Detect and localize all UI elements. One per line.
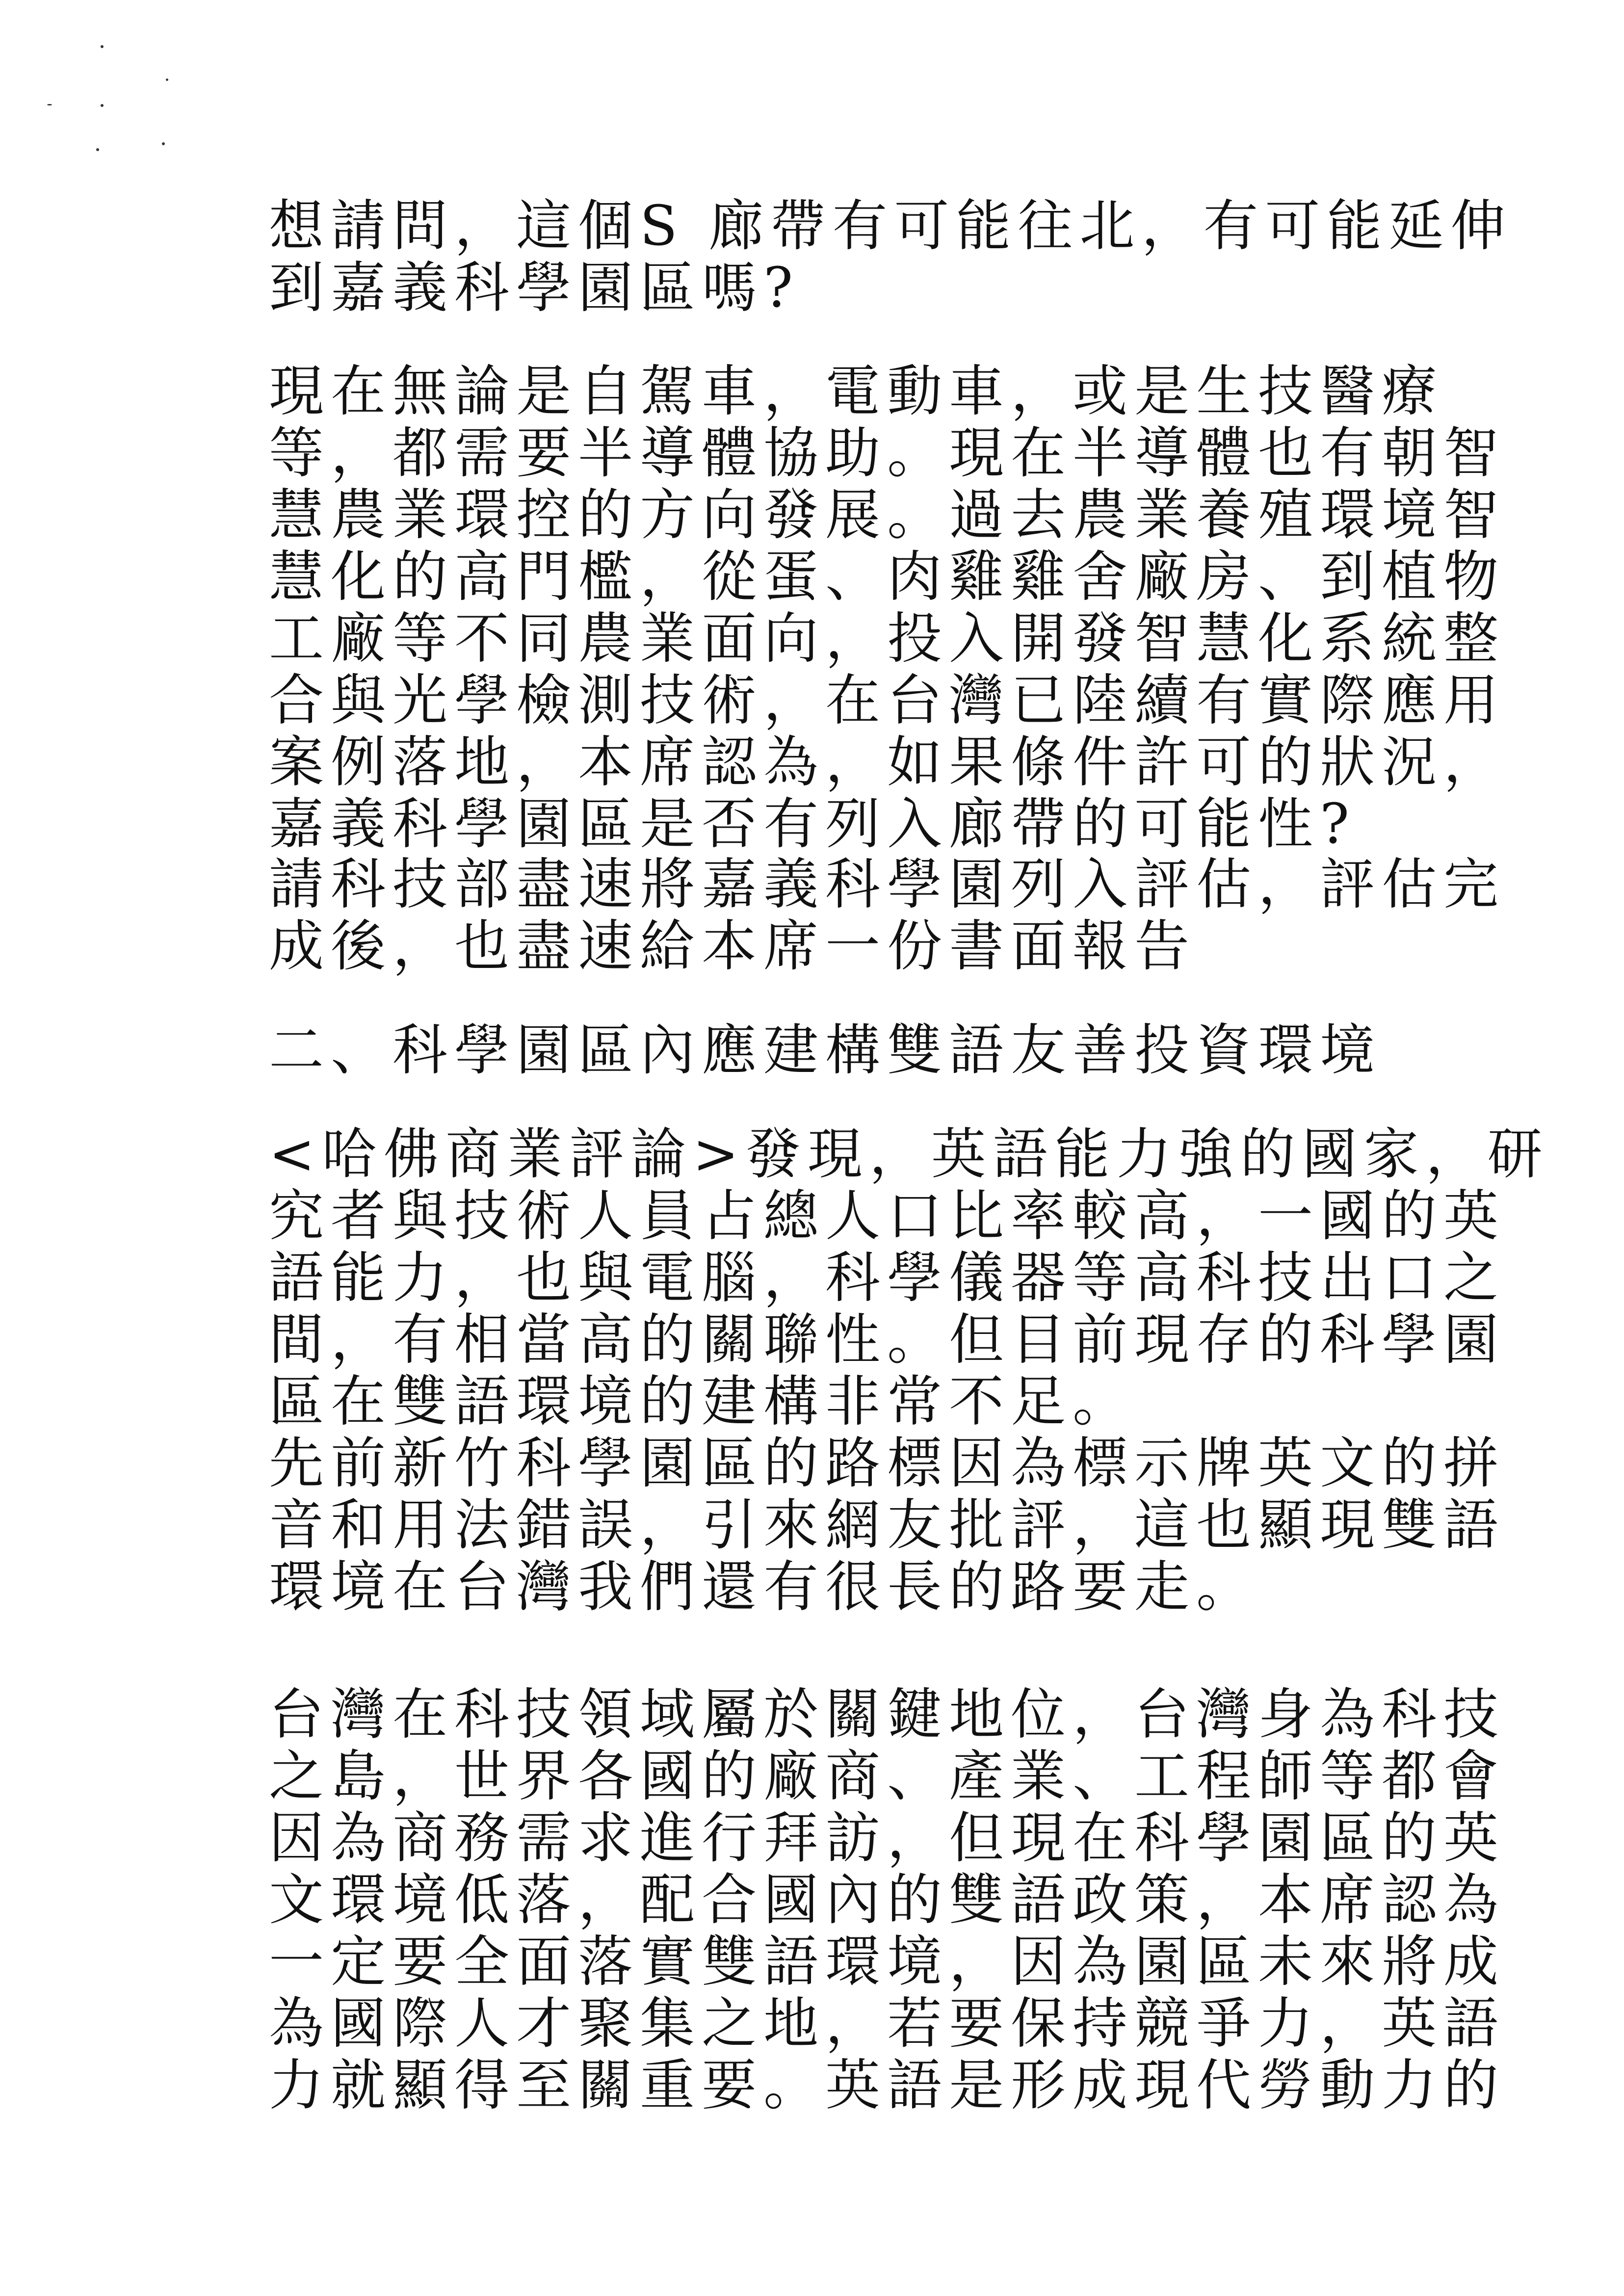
text-line: 案例落地，本席認為，如果條件許可的狀況， xyxy=(269,731,1505,794)
text-line: 因為商務需求進行拜訪，但現在科學園區的英 xyxy=(269,1806,1505,1870)
text-line: 現在無論是自駕車，電動車，或是生技醫療 xyxy=(269,360,1443,423)
scan-speck xyxy=(96,148,99,151)
text-line: 台灣在科技領域屬於關鍵地位，台灣身為科技 xyxy=(269,1683,1505,1747)
text-line: 一定要全面落實雙語環境，因為園區未來將成 xyxy=(269,1930,1505,1994)
paragraph-6 xyxy=(269,1432,1505,1619)
section-heading xyxy=(269,1018,1382,1082)
paragraph-5 xyxy=(269,1122,1549,1434)
text-line: 工廠等不同農業面向，投入開發智慧化系統整 xyxy=(269,607,1505,671)
scan-speck xyxy=(101,45,104,48)
text-line: 為國際人才聚集之地，若要保持競爭力，英語 xyxy=(269,1992,1505,2056)
scan-speck xyxy=(162,142,165,145)
text-line: 區在雙語環境的建構非常不足。 xyxy=(269,1370,1134,1434)
text-line: 先前新竹科學園區的路標因為標示牌英文的拼 xyxy=(269,1432,1505,1495)
text-line: 環境在台灣我們還有很長的路要走。 xyxy=(269,1555,1258,1619)
paragraph-2 xyxy=(269,360,1505,856)
text-line: 力就顯得至關重要。英語是形成現代勞動力的 xyxy=(269,2054,1505,2117)
text-line: 成後，也盡速給本席一份書面報告 xyxy=(269,914,1196,978)
paragraph-1 xyxy=(269,194,1513,320)
text-line: 音和用法錯誤，引來網友批評，這也顯現雙語 xyxy=(269,1493,1505,1557)
text-line: 嘉義科學園區是否有列入廊帶的可能性? xyxy=(269,792,1357,856)
paragraph-7 xyxy=(269,1683,1505,2117)
text-line: 等，都需要半導體協助。現在半導體也有朝智 xyxy=(269,421,1505,485)
text-line: 慧化的高門檻，從蛋、肉雞雞舍廠房、到植物 xyxy=(269,545,1505,609)
text-line: 間，有相當高的關聯性。但目前現存的科學園 xyxy=(269,1308,1505,1372)
text-line: <哈佛商業評論>發現，英語能力強的國家，研 xyxy=(269,1122,1549,1186)
text-line: 語能力，也與電腦，科學儀器等高科技出口之 xyxy=(269,1246,1505,1310)
text-line: 之島，世界各國的廠商、產業、工程師等都會 xyxy=(269,1745,1505,1808)
text-line: 合與光學檢測技術，在台灣已陸續有實際應用 xyxy=(269,669,1505,732)
text-line: 到嘉義科學園區嗎? xyxy=(269,256,800,320)
text-line: 文環境低落，配合國內的雙語政策，本席認為 xyxy=(269,1868,1505,1932)
text-line: 請科技部盡速將嘉義科學園列入評估，評估完 xyxy=(269,853,1505,916)
text-line: 究者與技術人員占總人口比率較高，一國的英 xyxy=(269,1184,1505,1248)
scan-speck xyxy=(101,104,104,107)
scan-speck xyxy=(47,104,52,105)
text-line: 慧農業環控的方向發展。過去農業養殖環境智 xyxy=(269,483,1505,547)
text-line: 二、科學園區內應建構雙語友善投資環境 xyxy=(269,1018,1382,1082)
text-line: 想請問，這個S 廊帶有可能往北，有可能延伸 xyxy=(269,194,1513,258)
scan-speck xyxy=(166,78,168,81)
paragraph-3 xyxy=(269,853,1505,978)
